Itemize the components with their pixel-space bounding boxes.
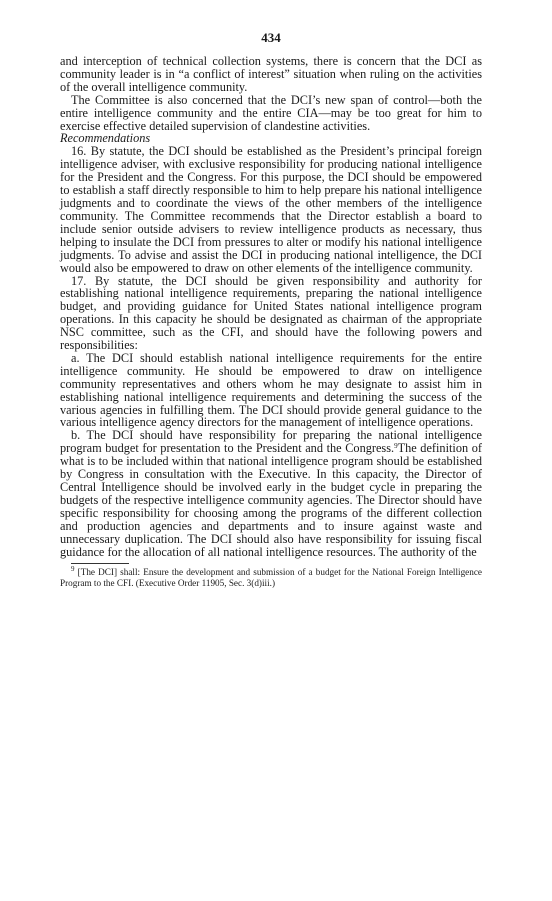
footnote-marker: 9 [71, 565, 75, 574]
item-b-rest: The definition of what is to be included within that national intelligence program should be established by Congress in consultation with the Executive. In this capacity, the Director of Central Intelligence should be involved early in the budget cycle in preparing the budgets of the respective intelligence community agencies. The Director should have specific responsibility for choosing among the programs of the different collection and production agencies and departments and to insure against waste and unnecessary duplication. The DCI should also have responsibility for issuing fiscal guidance for the allocation of all national intelligence resources. The authority of the [60, 441, 482, 559]
paragraph-continuation: and interception of technical collection systems, there is concern that the DCI as community leader is in “a conflict of interest” situation when ruling on the activities of the overall intelligence community. [60, 54, 482, 94]
paragraph-recommendation-16: 16. By statute, the DCI should be established as the President’s principal foreign intelligence adviser, with exclusive responsibility for producing national intelligence for the President and the Congress. For this purpose, the DCI should be empowered to establish a staff directly responsible to him to help prepare his national intelligence judgments and to coordinate the views of the other members of the intelligence community. The Committee recommends that the Director establish a board to include senior outside advisers to review intelligence products as necessary, thus helping to insulate the DCI from pressures to alter or modify his national intelligence judgments. To advise and assist the DCI in producing national intelligence, the DCI would also be empowered to draw on other elements of the intelligence community. [60, 144, 482, 275]
paragraph-recommendation-17: 17. By statute, the DCI should be given responsibility and authority for establishing national intelligence requirements, preparing the national intelligence budget, and providing guidance for United States national intelligence program operations. In this capacity he should be designated as chairman of the appropriate NSC committee, such as the CFI, and should have the following powers and responsibilities: [60, 273, 482, 353]
paragraph-item-a: a. The DCI should establish national intelligence requirements for the entire intelligence community. He should be empowered to draw on intelligence community representatives and others whom he may designate to assist him in establishing national intelligence requirements and determining the success of the various agencies in fulfilling them. The DCI should provide general guidance to the various intelligence agency directors for the management of intelligence operations. [60, 350, 482, 430]
section-heading: Recommendations [60, 131, 151, 146]
document-page [60, 30, 482, 589]
body-text [60, 55, 482, 558]
page-number: 434 [261, 30, 281, 45]
paragraph-span-of-control: The Committee is also concerned that the DCI’s new span of control—both the entire intelligence community and the entire CIA—may be too great for him to exercise effective detailed supervision of clandestine activities. [60, 92, 482, 133]
footnote-divider [71, 563, 129, 564]
item-b-lead: b. The DCI should have responsibility for preparing the national intelligence program budget for presentation to the President and the Congress. [60, 428, 482, 456]
paragraph-item-b [60, 429, 482, 558]
footnote [60, 567, 482, 588]
footnote-body: [The DCI] shall: Ensure the development and submission of a budget for the National Foreign Intelligence Program to the CFI. (Executive Order 11905, Sec. 3(d)iii.) [60, 567, 483, 589]
footnote-text [60, 567, 482, 588]
footnote-reference: 9 [394, 442, 398, 451]
